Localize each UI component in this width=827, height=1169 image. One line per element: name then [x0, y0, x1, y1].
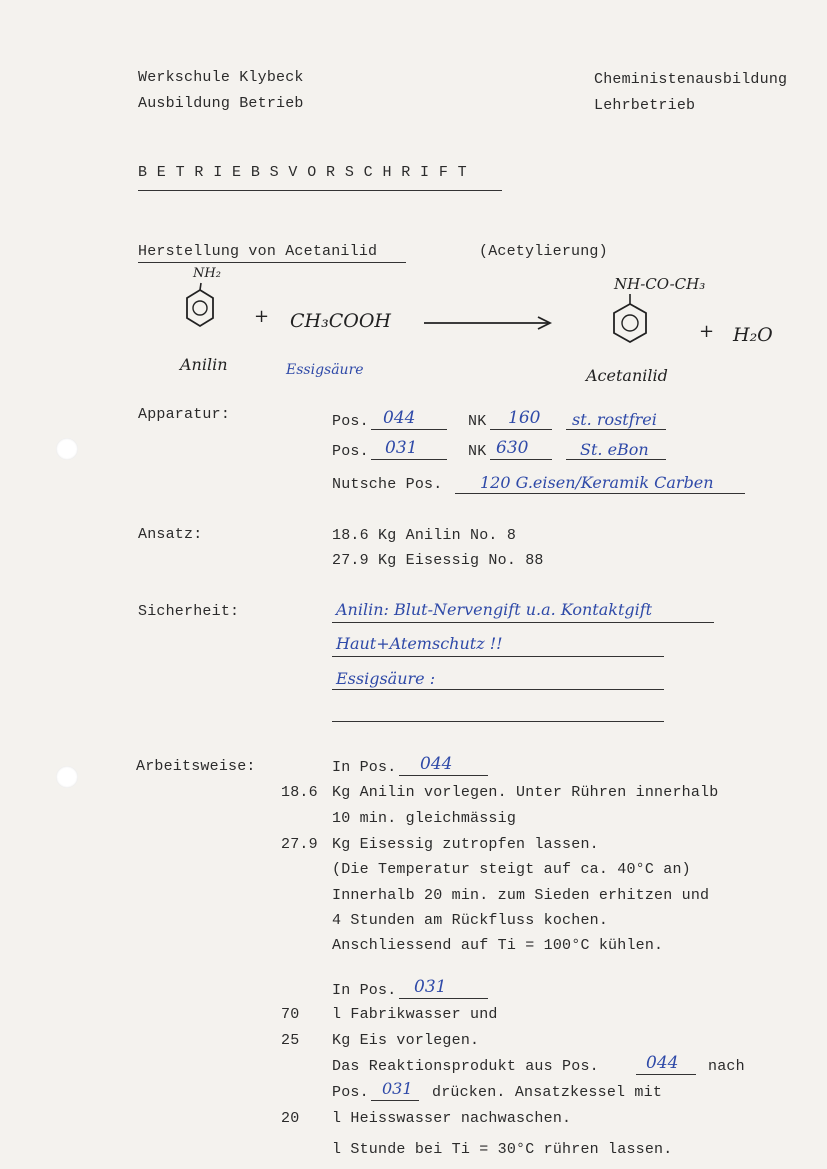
punch-hole-top: [56, 438, 78, 460]
apparatur-row1-nk: 160: [508, 408, 541, 428]
apparatur-row1-pos: 044: [383, 408, 416, 428]
step-line-5: Innerhalb 20 min. zum Sieden erhitzen und: [332, 887, 710, 904]
header-left-line2: Ausbildung Betrieb: [138, 95, 304, 112]
in-pos2-value: 031: [414, 977, 447, 997]
header-right-line2: Lehrbetrieb: [594, 97, 696, 114]
step-line-11-pre: Pos.: [332, 1084, 369, 1101]
step-line-10-pre: Das Reaktionsprodukt aus Pos.: [332, 1058, 599, 1075]
step-line-10-rule: [636, 1074, 696, 1075]
water-formula: H₂O: [733, 324, 773, 346]
punch-hole-bottom: [56, 766, 78, 788]
step-number-1: 18.6: [281, 784, 318, 801]
acetic-acid-name: Essigsäure: [286, 362, 364, 378]
apparatur-row1-nk-label: NK: [468, 413, 487, 430]
step-line-12: l Heisswasser nachwaschen.: [332, 1110, 572, 1127]
in-pos1-prefix: In Pos.: [332, 759, 397, 776]
step-line-13: l Stunde bei Ti = 30°C rühren lassen.: [332, 1141, 673, 1158]
step-line-11-value: 031: [382, 1079, 413, 1098]
apparatur-row1-nk-line: [490, 429, 552, 430]
document-title: B E T R I E B S V O R S C H R I F T: [138, 164, 468, 181]
step-line-7: Anschliessend auf Ti = 100°C kühlen.: [332, 937, 664, 954]
sicherheit-line2: Haut+Atemschutz !!: [336, 634, 503, 653]
acetanilide-name: Acetanilid: [586, 366, 668, 385]
aniline-group-label: NH₂: [193, 266, 221, 281]
aniline-name: Anilin: [180, 355, 228, 374]
sicherheit-line3-rule: [332, 689, 664, 690]
sicherheit-line4-rule: [332, 721, 664, 722]
apparatur-row1-material: st. rostfrei: [572, 410, 657, 429]
sicherheit-label: Sicherheit:: [138, 603, 240, 620]
in-pos2-prefix: In Pos.: [332, 982, 397, 999]
nutsche-value: 120 G.eisen/Keramik Carben: [480, 473, 714, 492]
apparatur-row2-prefix: Pos.: [332, 443, 369, 460]
in-pos1-value: 044: [420, 754, 453, 774]
step-line-11-post: drücken. Ansatzkessel mit: [432, 1084, 663, 1101]
apparatur-row1-prefix: Pos.: [332, 413, 369, 430]
plus-sign-2: +: [699, 321, 715, 342]
plus-sign-1: +: [254, 306, 270, 327]
acetanilide-ring-icon: [614, 304, 646, 342]
subject-title: Herstellung von Acetanilid: [138, 243, 378, 260]
apparatur-row2-pos-line: [371, 459, 447, 460]
ansatz-label: Ansatz:: [138, 526, 203, 543]
acetic-acid-formula: CH₃COOH: [290, 310, 391, 332]
subject-subtitle: (Acetylierung): [479, 243, 608, 260]
apparatur-row2-nk-label: NK: [468, 443, 487, 460]
sicherheit-line1-rule: [332, 622, 714, 623]
sicherheit-line2-rule: [332, 656, 664, 657]
apparatur-row2-material-line: [566, 459, 666, 460]
apparatur-label: Apparatur:: [138, 406, 231, 423]
header-right-line1: Cheministenausbildung: [594, 71, 788, 88]
step-line-10-post: nach: [708, 1058, 745, 1075]
apparatur-row2-nk-line: [490, 459, 552, 460]
apparatur-row1-pos-line: [371, 429, 447, 430]
step-line-10-value: 044: [646, 1053, 679, 1073]
nutsche-label: Nutsche Pos.: [332, 476, 443, 493]
ansatz-line2: 27.9 Kg Eisessig No. 88: [332, 552, 544, 569]
step-line-9: Kg Eis vorlegen.: [332, 1032, 480, 1049]
sicherheit-line1: Anilin: Blut-Nervengift u.a. Kontaktgift: [336, 600, 653, 619]
step-line-6: 4 Stunden am Rückfluss kochen.: [332, 912, 609, 929]
step-number-5: 20: [281, 1110, 300, 1127]
apparatur-row1-material-line: [566, 429, 666, 430]
step-number-2: 27.9: [281, 836, 318, 853]
step-number-4: 25: [281, 1032, 300, 1049]
sicherheit-line3: Essigsäure :: [336, 669, 436, 688]
step-line-3: Kg Eisessig zutropfen lassen.: [332, 836, 599, 853]
in-pos1-line: [399, 775, 488, 776]
nutsche-line: [455, 493, 745, 494]
step-line-4: (Die Temperatur steigt auf ca. 40°C an): [332, 861, 691, 878]
apparatur-row2-pos: 031: [385, 438, 418, 458]
aniline-ring-icon: [187, 290, 213, 326]
header-left-line1: Werkschule Klybeck: [138, 69, 304, 86]
step-line-8: l Fabrikwasser und: [332, 1006, 498, 1023]
acetanilide-group-label: NH-CO-CH₃: [614, 275, 706, 293]
apparatur-row2-nk: 630: [496, 438, 529, 458]
step-number-3: 70: [281, 1006, 300, 1023]
in-pos2-line: [399, 998, 488, 999]
apparatur-row2-material: St. eBon: [580, 440, 649, 459]
step-line-1: Kg Anilin vorlegen. Unter Rühren innerhalb: [332, 784, 719, 801]
ansatz-line1: 18.6 Kg Anilin No. 8: [332, 527, 517, 544]
step-line-11-rule: [371, 1100, 419, 1101]
arbeitsweise-label: Arbeitsweise:: [136, 758, 256, 775]
step-line-2: 10 min. gleichmässig: [332, 810, 517, 827]
